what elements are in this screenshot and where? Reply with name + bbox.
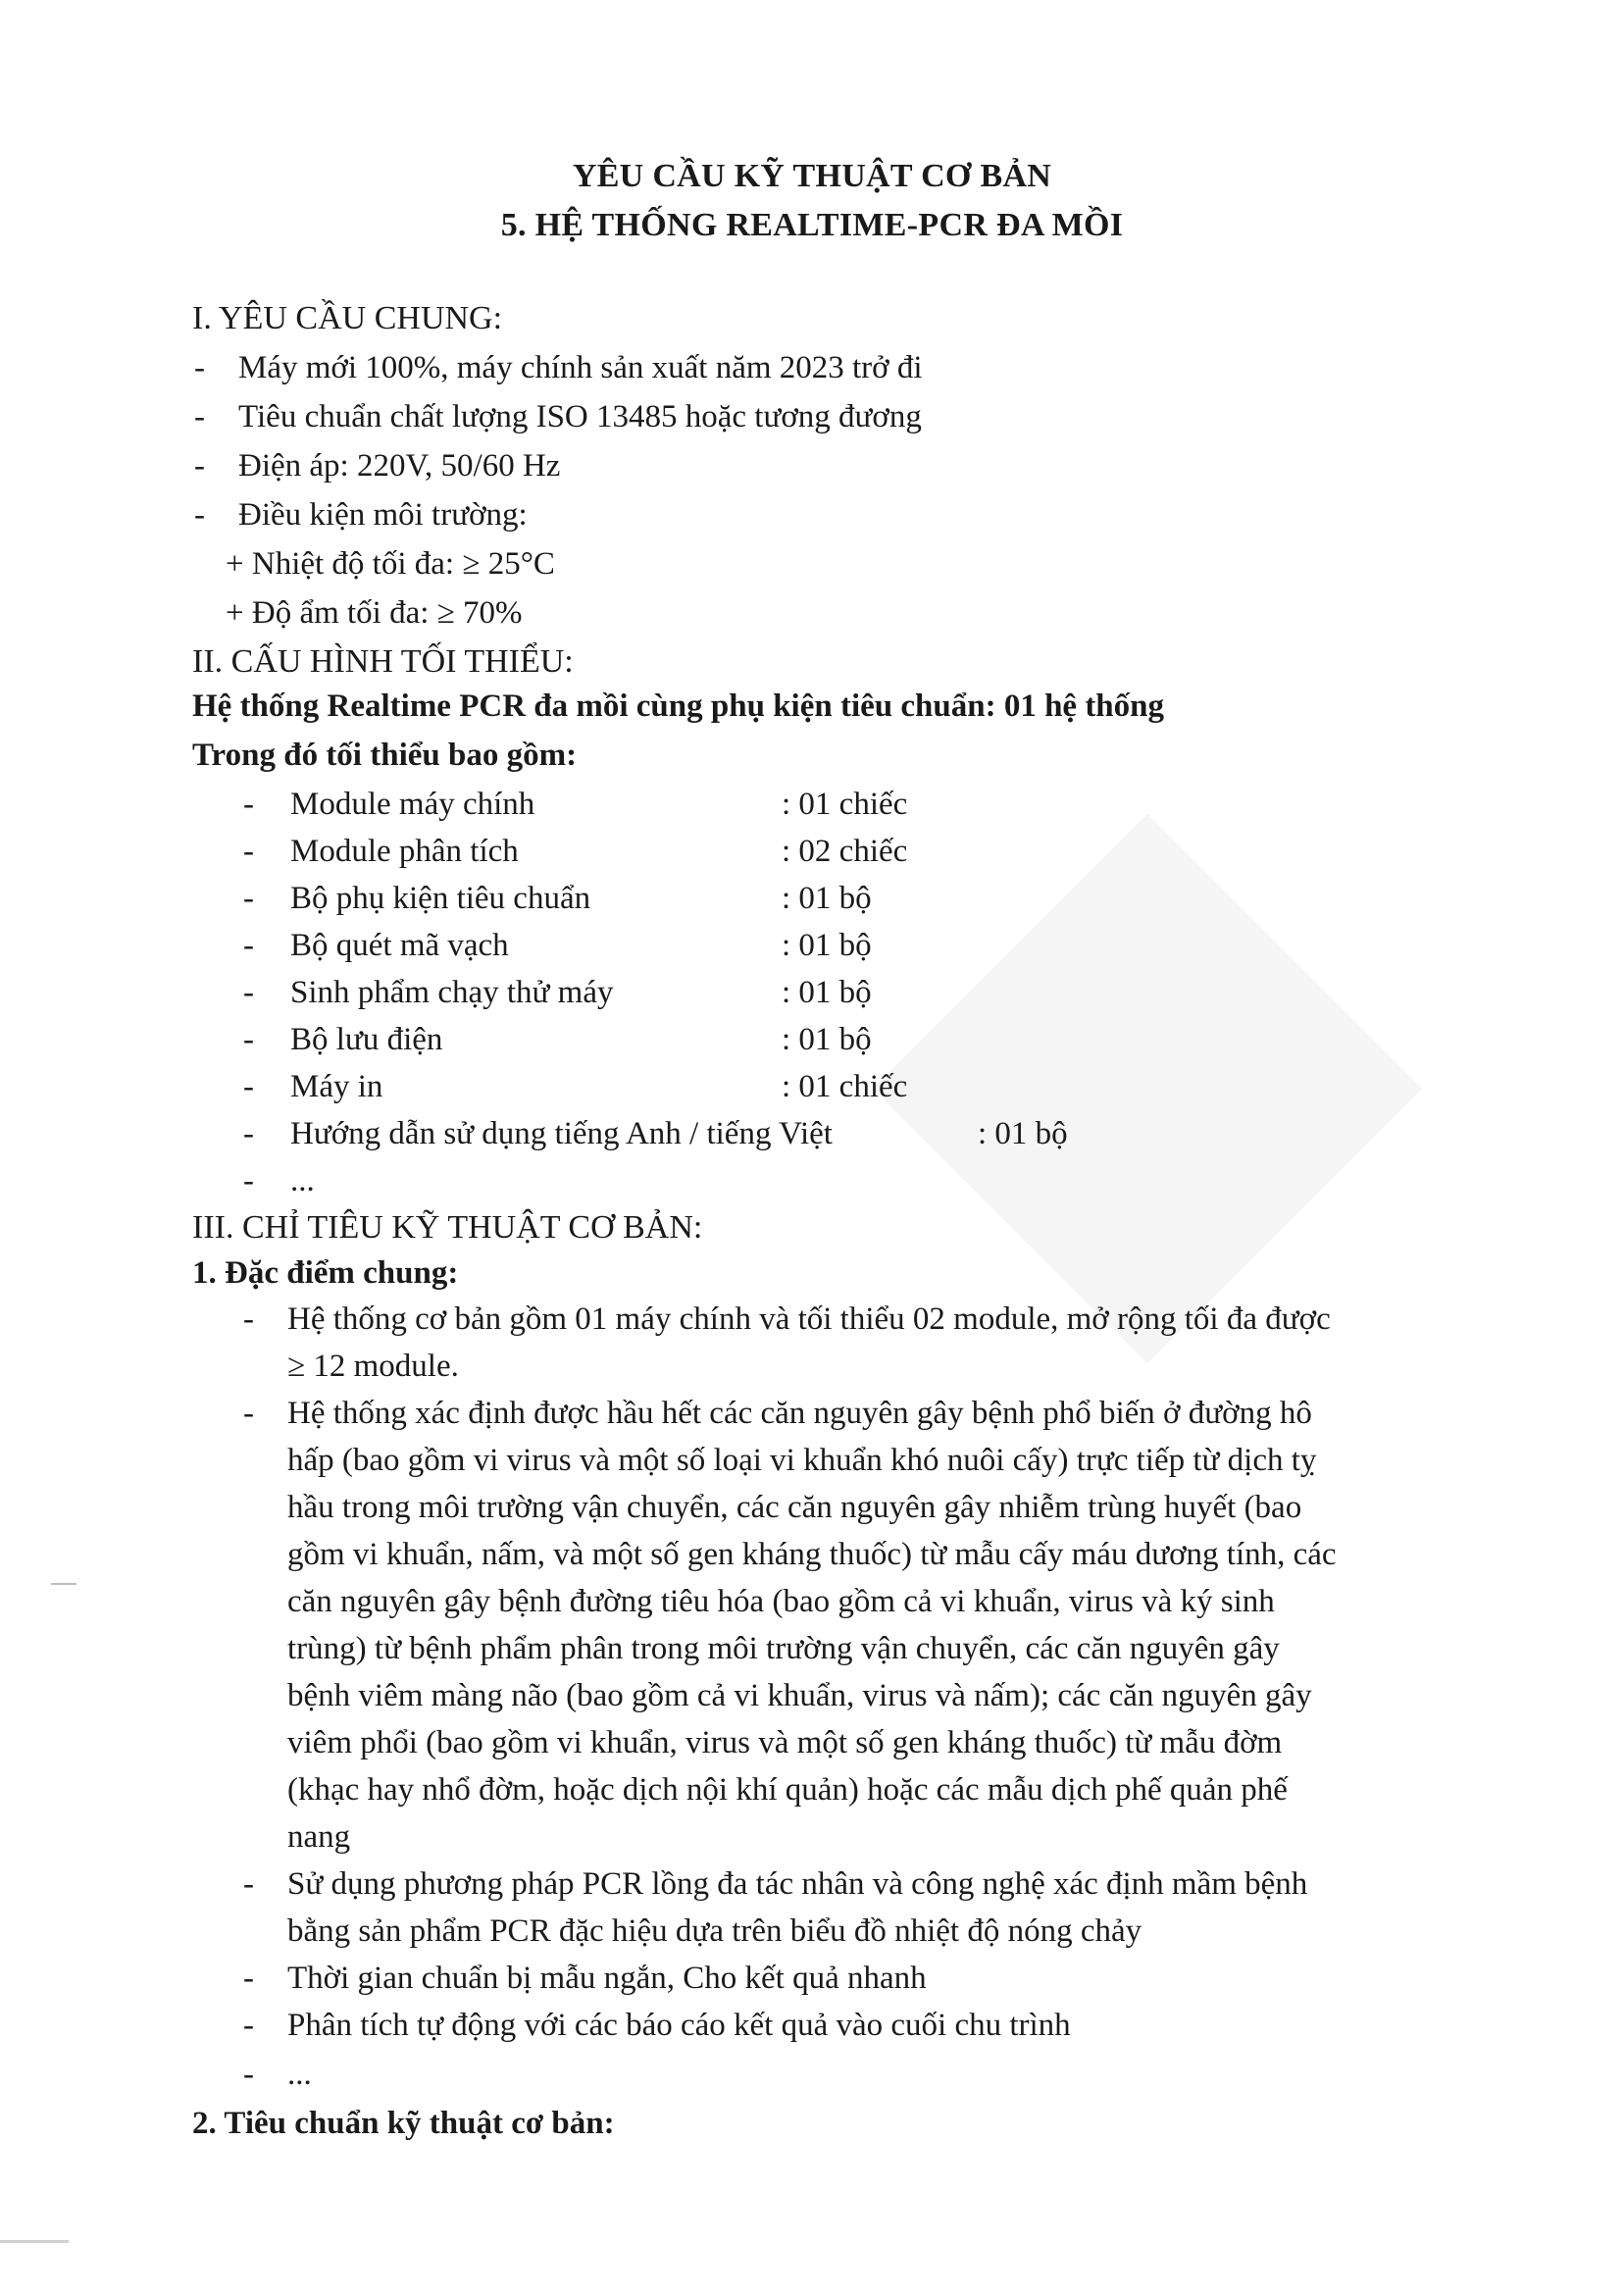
subsection2-heading: 2. Tiêu chuẩn kỹ thuật cơ bản:	[192, 2106, 615, 2141]
feature-item-line: bằng sản phẩm PCR đặc hiệu dựa trên biểu đồ nhiệt độ nóng chảy	[287, 1913, 1142, 1949]
config-item-qty: : 01 chiếc	[782, 787, 908, 822]
section1-item: Tiêu chuẩn chất lượng ISO 13485 hoặc tương đương	[238, 399, 922, 434]
list-dash: -	[243, 834, 254, 869]
list-dash: -	[243, 2008, 254, 2043]
feature-item-line: Thời gian chuẩn bị mẫu ngắn, Cho kết quả nhanh	[287, 1961, 927, 1996]
section1-item: Điện áp: 220V, 50/60 Hz	[238, 448, 561, 484]
feature-item-line: nang	[287, 1819, 351, 1855]
feature-item-line: Hệ thống cơ bản gồm 01 máy chính và tối thiểu 02 module, mở rộng tối đa được	[287, 1301, 1331, 1337]
condition-temperature: + Nhiệt độ tối đa: ≥ 25°C	[226, 546, 555, 582]
config-item-qty: : 01 bộ	[978, 1116, 1068, 1151]
doc-title-line1: YÊU CẦU KỸ THUẬT CƠ BẢN	[572, 158, 1052, 194]
config-item-qty: : 01 bộ	[782, 1022, 872, 1057]
config-item-name: Máy in	[290, 1069, 383, 1104]
section1-heading: I. YÊU CẦU CHUNG:	[192, 300, 503, 336]
list-dash: -	[194, 497, 205, 533]
list-dash: -	[243, 1116, 254, 1151]
config-item-name: Bộ lưu điện	[290, 1022, 443, 1057]
doc-title-line2: 5. HỆ THỐNG REALTIME-PCR ĐA MỒI	[500, 207, 1124, 243]
feature-item-line: bệnh viêm màng não (bao gồm cả vi khuẩn, virus và nấm); các căn nguyên gây	[287, 1678, 1312, 1713]
feature-item-line: (khạc hay nhổ đờm, hoặc dịch nội khí quản) hoặc các mẫu dịch phế quản phế	[287, 1772, 1288, 1808]
list-dash: -	[243, 1396, 254, 1431]
list-dash: -	[194, 448, 205, 484]
list-dash: -	[243, 2057, 254, 2092]
config-item-qty: : 01 bộ	[782, 975, 872, 1010]
config-item-name: Module máy chính	[290, 787, 535, 822]
list-dash: -	[243, 1301, 254, 1337]
scan-edge-mark	[0, 2240, 69, 2243]
list-dash: -	[243, 1022, 254, 1057]
config-item-name: ...	[290, 1163, 315, 1198]
list-dash: -	[243, 881, 254, 916]
system-line: Hệ thống Realtime PCR đa mồi cùng phụ kiện tiêu chuẩn: 01 hệ thống	[192, 688, 1165, 724]
section1-item: Điều kiện môi trường:	[238, 497, 528, 533]
list-dash: -	[243, 975, 254, 1010]
list-dash: -	[243, 928, 254, 963]
config-item-name: Bộ quét mã vạch	[290, 928, 509, 963]
config-item-name: Hướng dẫn sử dụng tiếng Anh / tiếng Việt	[290, 1116, 833, 1151]
config-item-name: Bộ phụ kiện tiêu chuẩn	[290, 881, 591, 916]
config-item-qty: : 01 chiếc	[782, 1069, 908, 1104]
section2-heading: II. CẤU HÌNH TỐI THIỂU:	[192, 643, 574, 680]
includes-line: Trong đó tối thiểu bao gồm:	[192, 738, 578, 773]
config-item-name: Module phân tích	[290, 834, 519, 869]
scan-speck	[51, 1583, 76, 1585]
feature-item-line: ≥ 12 module.	[287, 1349, 459, 1384]
list-dash: -	[243, 1163, 254, 1198]
config-item-name: Sinh phẩm chạy thử máy	[290, 975, 614, 1010]
condition-humidity: + Độ ẩm tối đa: ≥ 70%	[226, 595, 523, 631]
list-dash: -	[194, 399, 205, 434]
feature-item-line: ...	[287, 2057, 312, 2092]
feature-item-line: gồm vi khuẩn, nấm, và một số gen kháng thuốc) từ mẫu cấy máu dương tính, các	[287, 1537, 1337, 1572]
list-dash: -	[243, 787, 254, 822]
subsection1-heading: 1. Đặc điểm chung:	[192, 1255, 459, 1291]
feature-item-line: căn nguyên gây bệnh đường tiêu hóa (bao gồm cả vi khuẩn, virus và ký sinh	[287, 1584, 1275, 1619]
feature-item-line: Sử dụng phương pháp PCR lồng đa tác nhân và công nghệ xác định mầm bệnh	[287, 1866, 1308, 1902]
feature-item-line: hấp (bao gồm vi virus và một số loại vi khuẩn khó nuôi cấy) trực tiếp từ dịch tỵ	[287, 1443, 1317, 1478]
feature-item-line: trùng) từ bệnh phẩm phân trong môi trường vận chuyển, các căn nguyên gây	[287, 1631, 1280, 1666]
feature-item-line: Phân tích tự động với các báo cáo kết quả vào cuối chu trình	[287, 2008, 1071, 2043]
list-dash: -	[243, 1961, 254, 1996]
config-item-qty: : 01 bộ	[782, 928, 872, 963]
list-dash: -	[194, 350, 205, 385]
feature-item-line: hầu trong môi trường vận chuyển, các căn nguyên gây nhiễm trùng huyết (bao	[287, 1490, 1302, 1525]
list-dash: -	[243, 1866, 254, 1902]
feature-item-line: Hệ thống xác định được hầu hết các căn nguyên gây bệnh phổ biến ở đường hô	[287, 1396, 1312, 1431]
config-item-qty: : 02 chiếc	[782, 834, 908, 869]
section3-heading: III. CHỈ TIÊU KỸ THUẬT CƠ BẢN:	[192, 1209, 703, 1246]
feature-item-line: viêm phổi (bao gồm vi khuẩn, virus và một số gen kháng thuốc) từ mẫu đờm	[287, 1725, 1283, 1760]
list-dash: -	[243, 1069, 254, 1104]
config-item-qty: : 01 bộ	[782, 881, 872, 916]
section1-item: Máy mới 100%, máy chính sản xuất năm 2023 trở đi	[238, 350, 923, 385]
